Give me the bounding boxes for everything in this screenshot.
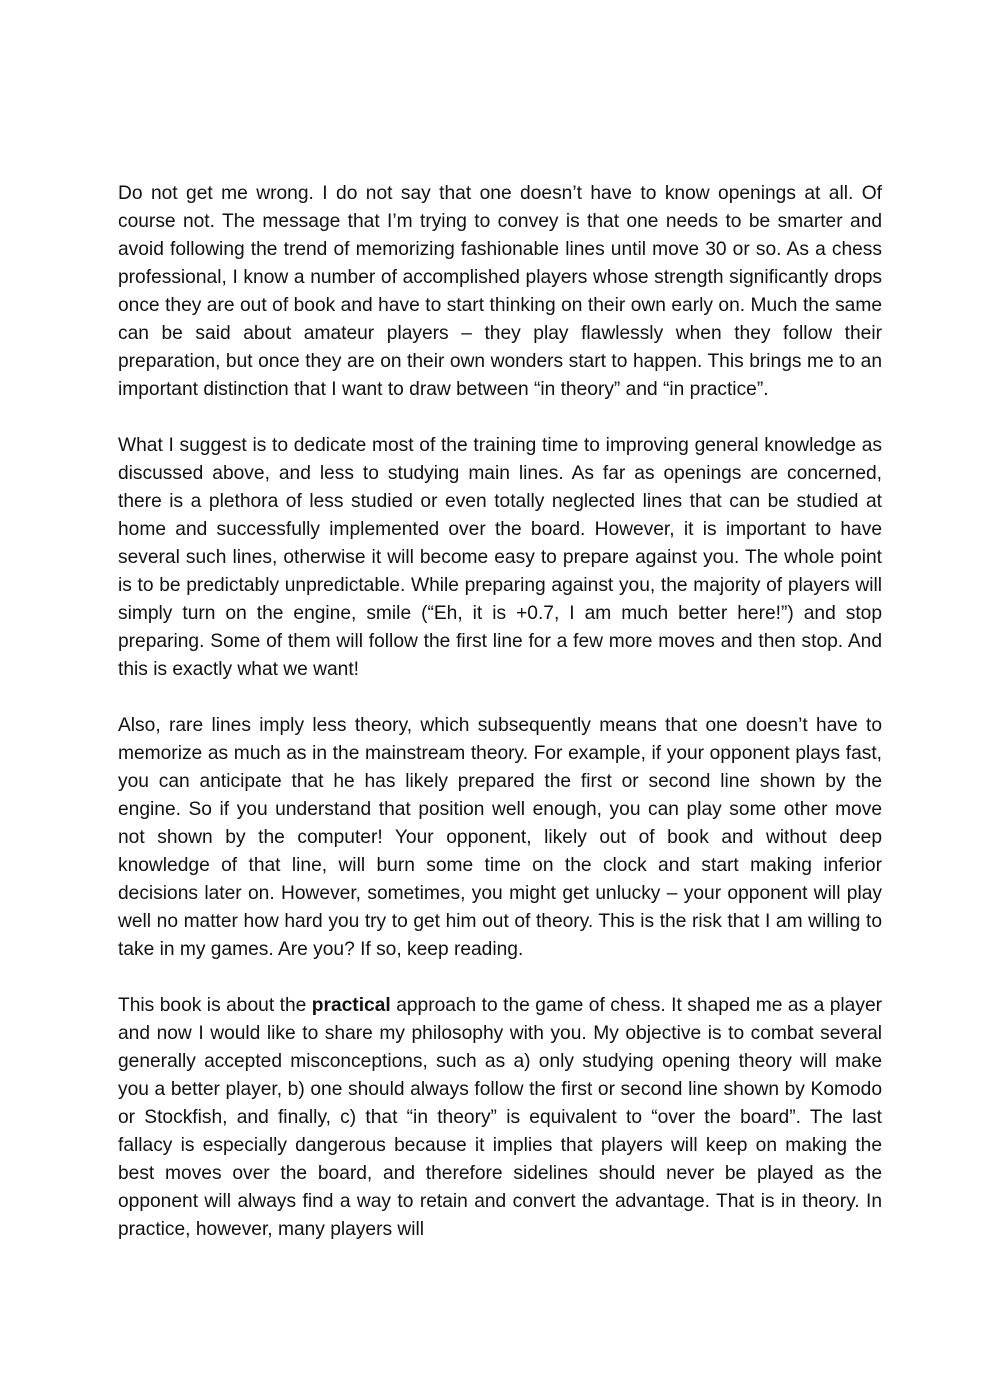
emphasis-practical: practical [311,995,391,1016]
paragraph-rare-lines: Also, rare lines imply less theory, which subsequently means that one doesn’t have to memorize as much as in the mainstream theory. For example, if your opponent plays fast, you can anticipate that he has likely prepared the first or second line shown by the engine. So if you understand that position well enough, you can play some other move not shown by the computer! Your opponent, likely out of book and without deep knowledge of that line, will burn some time on the clock and start making inferior decisions later on. However, sometimes, you might get unlucky – your opponent will play well no matter how hard you try to get him out of theory. This is the risk that I am willing to take in my games. Are you? If so, keep reading. [118,715,882,960]
paragraph-text-after: approach to the game of chess. It shaped me as a player and now I would like to share my philosophy with you. My objective is to combat several generally accepted misconceptions, such as a) only studying opening theory will make you a better player, b) one should always follow the first or second line shown by Komodo or Stockfish, and finally, c) that “in theory” is equivalent to “over the board”. The last fallacy is especially dangerous because it implies that players will keep on making the best moves over the board, and therefore sidelines should never be played as the opponent will always find a way to retain and convert the advantage. That is in theory. In practice, however, many players will [118,995,883,1240]
paragraph-training: What I suggest is to dedicate most of the training time to improving general knowledge as discussed above, and less to studying main lines. As far as openings are concerned, there is a plethora of less studied or even totally neglected lines that can be studied at home and successfully implemented over the board. However, it is important to have several such lines, otherwise it will become easy to prepare against you. The whole point is to be predictably unpredictable. While preparing against you, the majority of players will simply turn on the engine, smile (“Eh, it is +0.7, I am much better here!”) and stop preparing. Some of them will follow the first line for a few more moves and then stop. And this is exactly what we want! [118,435,882,680]
paragraph-openings: Do not get me wrong. I do not say that one doesn’t have to know openings at all. Of course not. The message that I’m trying to convey is that one needs to be smarter and avoid following the trend of memorizing fashionable lines until move 30 or so. As a chess professional, I know a number of accomplished players whose strength significantly drops once they are out of book and have to start thinking on their own early on. Much the same can be said about amateur players – they play flawlessly when they follow their preparation, but once they are on their own wonders start to happen. This brings me to an important distinction that I want to draw between “in theory” and “in practice”. [118,183,882,400]
document-page [118,180,882,1272]
paragraph-book-purpose [118,992,882,1244]
paragraph-text-before: This book is about the [118,995,312,1016]
